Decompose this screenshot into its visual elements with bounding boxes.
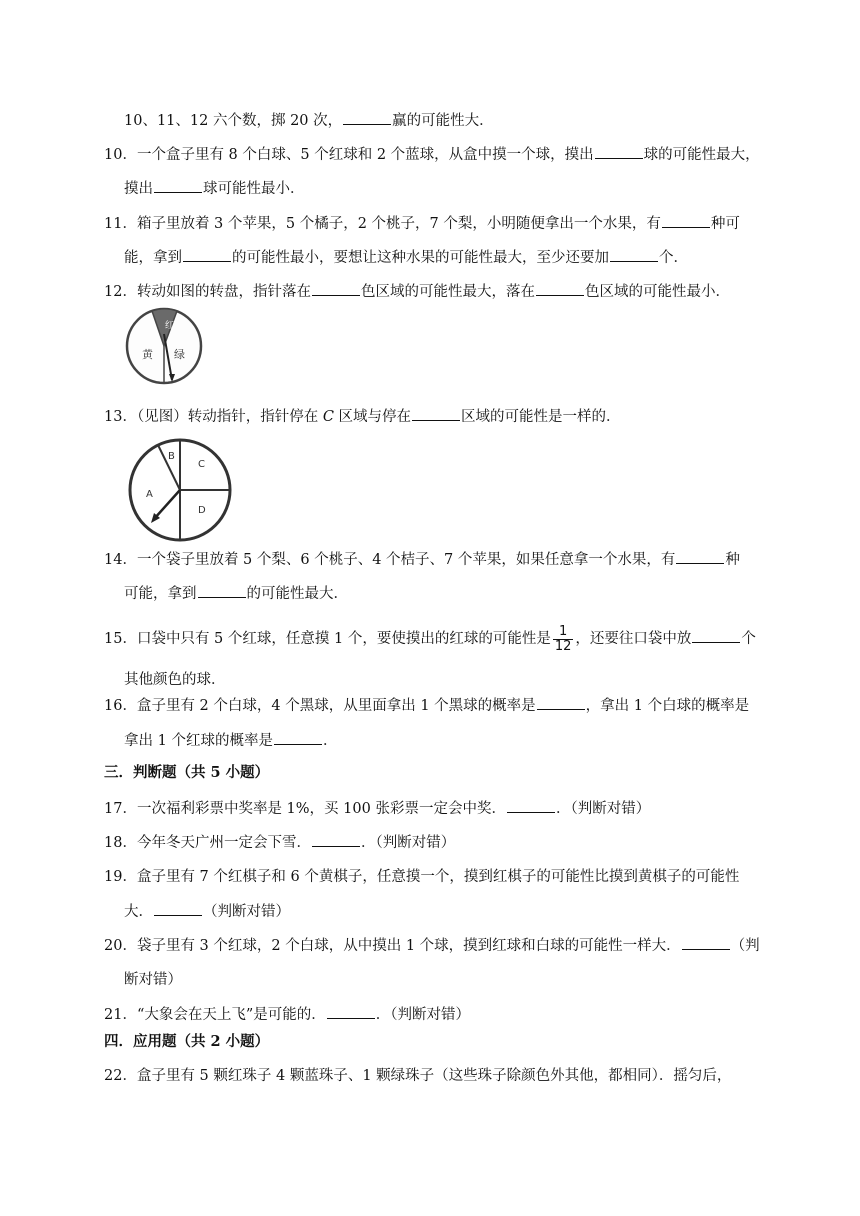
line-text: 14．一个袋子里放着 5 个梨、6 个桃子、4 个桔子、7 个苹果，如果任意拿一个水果，有 xyxy=(104,552,676,568)
answer-blank[interactable] xyxy=(343,110,391,125)
line-text: 的可能性最大． xyxy=(246,586,348,602)
line-text: 其他颜色的球． xyxy=(124,672,226,688)
line-text: ．（判断对错） xyxy=(375,1007,471,1023)
line-text: 10．一个盒子里有 8 个白球、5 个红球和 2 个蓝球，从盒中摸一个球，摸出 xyxy=(104,147,594,163)
line-text: ．（判断对错） xyxy=(555,801,651,817)
region-label-a: A xyxy=(146,489,153,500)
q13-prefix: 13．（见图）转动指针，指针停在 xyxy=(104,409,323,425)
line-text: 12．转动如图的转盘，指针落在 xyxy=(104,284,311,300)
line-text: 个． xyxy=(659,250,688,266)
text-line xyxy=(124,901,290,922)
text-line xyxy=(104,695,749,716)
answer-blank[interactable] xyxy=(412,406,460,421)
region-label-c: C xyxy=(198,459,205,470)
answer-blank[interactable] xyxy=(682,935,730,950)
question-15 xyxy=(104,622,756,656)
q13-after: 区域的可能性是一样的． xyxy=(461,409,621,425)
line-text: 22．盒子里有 5 颗红珠子 4 颗蓝珠子、1 颗绿珠子（这些珠子除颜色外其他，都相同）．摇匀后， xyxy=(104,1068,732,1084)
line-text: ． xyxy=(322,733,338,749)
line-text: 11．箱子里放着 3 个苹果，5 个橘子，2 个桃子，7 个梨，小明随便拿出一个水果，有 xyxy=(104,216,661,232)
line-text: 色区域的可能性最小． xyxy=(584,284,730,300)
line-text: 17．一次福利彩票中奖率是 1%，买 100 张彩票一定会中奖． xyxy=(104,801,506,817)
line-text: 摸出 xyxy=(124,181,153,197)
text-line xyxy=(104,867,739,887)
q13-region: C xyxy=(322,409,334,425)
q15-prefix: 15．口袋中只有 5 个红球，任意摸 1 个，要使摸出的红球的可能性是 xyxy=(104,631,551,647)
text-line xyxy=(104,144,760,165)
spinner-label: 红 xyxy=(165,321,175,331)
line-text: 色区域的可能性最大，落在 xyxy=(360,284,535,300)
line-text: 20．袋子里有 3 个红球，2 个白球，从中摸出 1 个球，摸到红球和白球的可能性一样大． xyxy=(104,938,681,954)
answer-blank[interactable] xyxy=(183,247,231,262)
answer-blank[interactable] xyxy=(595,144,643,159)
question-13 xyxy=(104,406,621,427)
answer-blank[interactable] xyxy=(312,281,360,296)
fraction-numerator: 1 xyxy=(553,625,574,640)
text-line xyxy=(104,213,740,234)
text-line xyxy=(124,178,305,199)
line-text: （判断对错） xyxy=(203,904,290,920)
text-line xyxy=(104,832,455,853)
fraction xyxy=(553,625,574,654)
answer-blank[interactable] xyxy=(610,247,658,262)
answer-blank[interactable] xyxy=(676,549,724,564)
line-text: 18．今年冬天广州一定会下雪． xyxy=(104,835,311,851)
text-line xyxy=(124,247,688,268)
line-text: 断对错） xyxy=(124,972,182,988)
answer-blank[interactable] xyxy=(154,178,202,193)
line-text: ，拿出 1 个白球的概率是 xyxy=(585,698,750,714)
spinner-label: 黄 xyxy=(142,348,153,361)
line-text: 10、11、12 六个数，掷 20 次， xyxy=(124,113,343,129)
q13-suffix: 区域与停在 xyxy=(333,409,412,425)
text-line xyxy=(104,281,730,302)
line-text: 拿出 1 个红球的概率是 xyxy=(124,733,273,749)
line-text: 大． xyxy=(124,904,153,920)
spinner-figure-q12 xyxy=(124,306,204,386)
answer-blank[interactable] xyxy=(537,695,585,710)
line-text: ．（判断对错） xyxy=(360,835,456,851)
answer-blank[interactable] xyxy=(154,901,202,916)
text-line xyxy=(124,110,494,131)
line-text: 种可 xyxy=(710,216,740,232)
spinner-label: 绿 xyxy=(174,348,185,361)
q15-suffix: ，还要往口袋中放 xyxy=(575,631,692,647)
answer-blank[interactable] xyxy=(507,798,555,813)
answer-blank[interactable] xyxy=(692,628,740,643)
spinner-figure-q13 xyxy=(124,437,236,543)
region-label-b: B xyxy=(168,451,175,462)
answer-blank[interactable] xyxy=(536,281,584,296)
line-text: 可能，拿到 xyxy=(124,586,197,602)
section-judge-heading: 三．判断题（共 5 小题） xyxy=(104,764,270,781)
answer-blank[interactable] xyxy=(327,1004,375,1019)
fraction-denominator: 12 xyxy=(554,638,572,654)
text-line xyxy=(104,1004,470,1025)
text-line xyxy=(104,1066,731,1086)
line-text: 球可能性最小． xyxy=(203,181,305,197)
line-text: 的可能性最小，要想让这种水果的可能性最大，至少还要加 xyxy=(232,250,609,266)
line-text: 能，拿到 xyxy=(124,250,182,266)
text-line xyxy=(124,970,182,990)
text-line xyxy=(124,670,226,690)
line-text: （判 xyxy=(730,938,760,954)
text-line xyxy=(104,935,760,956)
line-text: 种 xyxy=(725,552,740,568)
line-text: 21．“大象会在天上飞”是可能的． xyxy=(104,1007,326,1023)
q15-after: 个 xyxy=(741,631,756,647)
line-text: 16．盒子里有 2 个白球，4 个黑球，从里面拿出 1 个黑球的概率是 xyxy=(104,698,536,714)
line-text: 19．盒子里有 7 个红棋子和 6 个黄棋子，任意摸一个，摸到红棋子的可能性比摸到黄棋子的可能性 xyxy=(104,869,740,885)
text-line xyxy=(124,730,337,751)
line-text: 赢的可能性大． xyxy=(392,113,494,129)
answer-blank[interactable] xyxy=(662,213,710,228)
answer-blank[interactable] xyxy=(274,730,322,745)
section-apply-heading: 四．应用题（共 2 小题） xyxy=(104,1033,270,1050)
answer-blank[interactable] xyxy=(312,832,360,847)
region-label-d: D xyxy=(198,505,206,516)
text-line xyxy=(124,583,348,604)
text-line xyxy=(104,549,740,570)
answer-blank[interactable] xyxy=(198,583,246,598)
text-line xyxy=(104,798,650,819)
line-text: 球的可能性最大， xyxy=(643,147,760,163)
